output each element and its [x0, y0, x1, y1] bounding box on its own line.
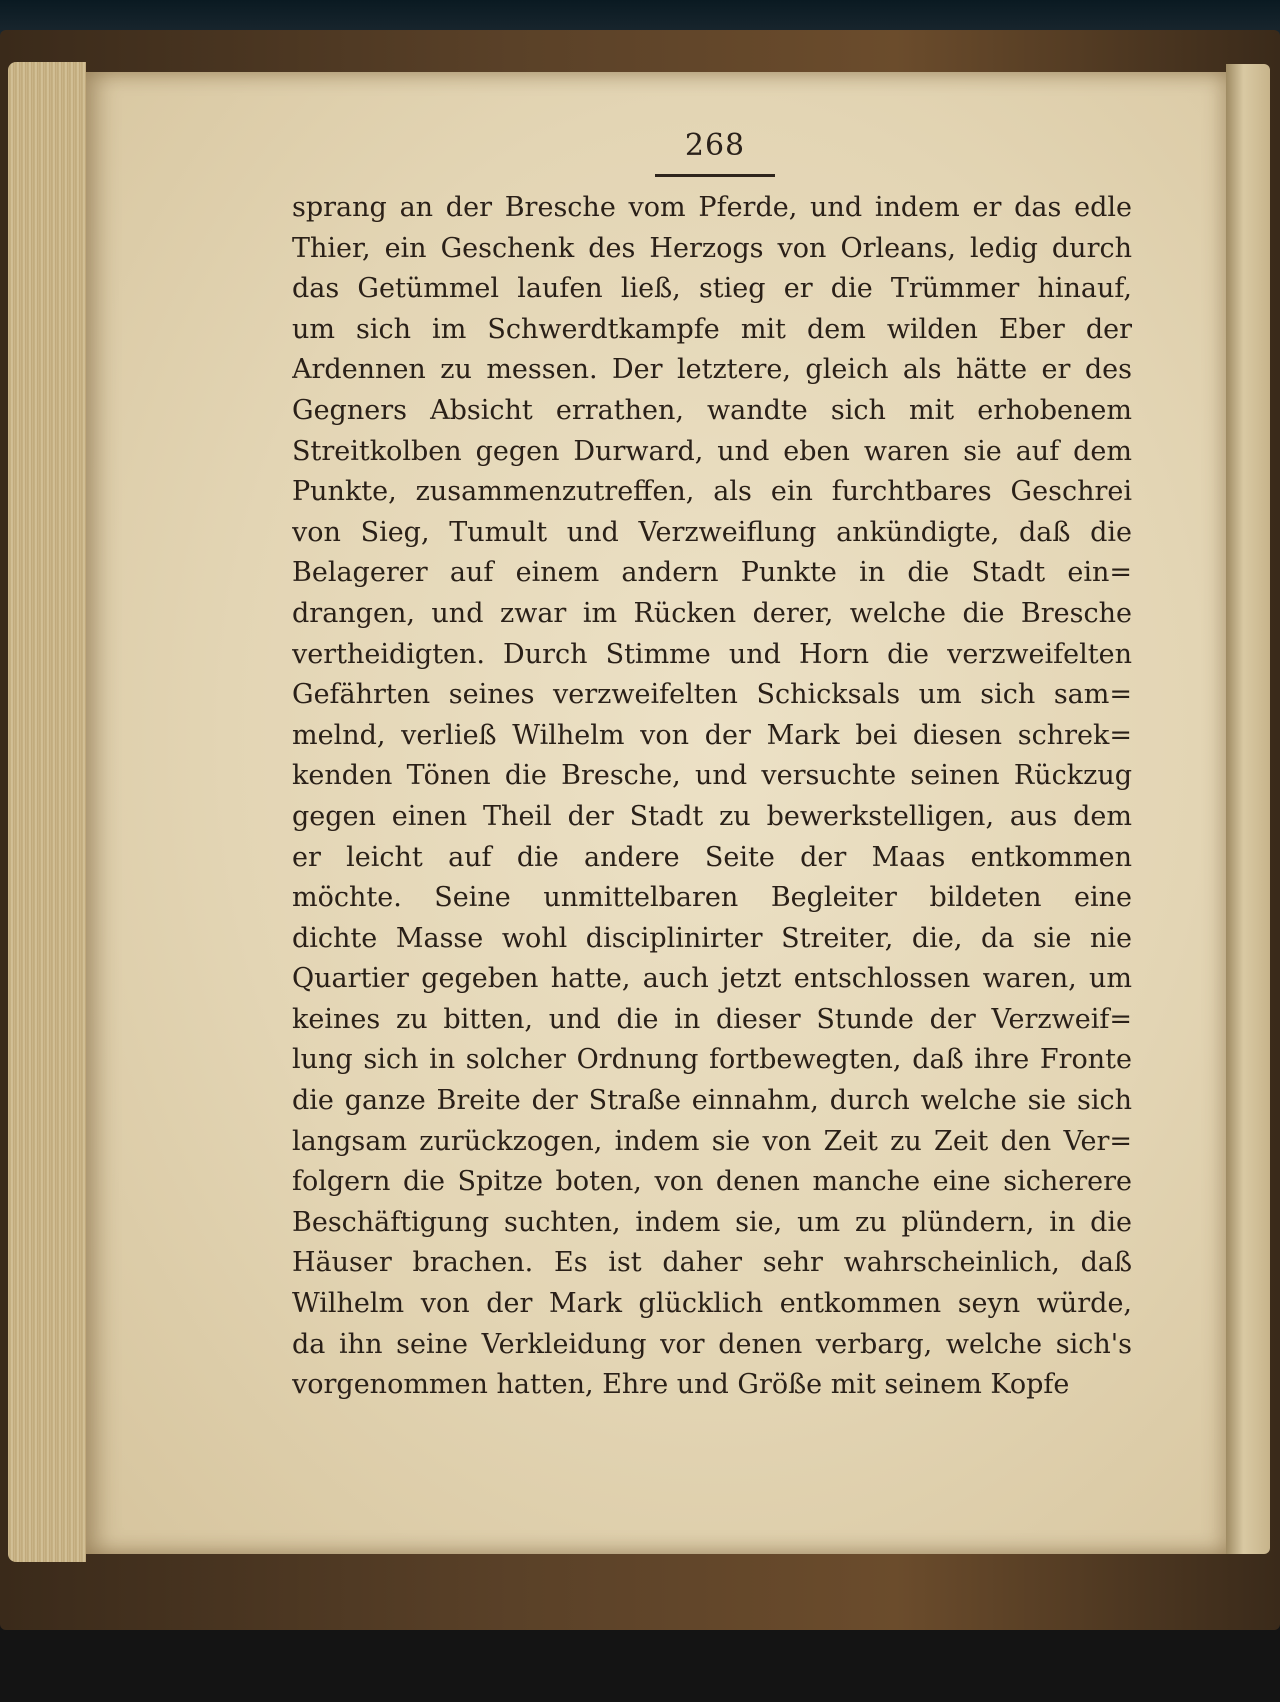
text-line: langsam zurückzogen, indem sie von Zeit zu Zeit den Ver=: [292, 1125, 1132, 1157]
text-line: Häuser brachen. Es ist daher sehr wahrscheinlich, daß: [292, 1247, 1132, 1279]
facing-page-edge: [1226, 64, 1270, 1554]
text-line: folgern die Spitze boten, von denen manche eine sicherere: [292, 1166, 1132, 1198]
body-text: [292, 188, 1132, 1406]
text-line: drangen, und zwar im Rücken derer, welche die Bresche: [292, 597, 1132, 629]
text-line: dichte Masse wohl disciplinirter Streiter, die, da sie nie: [292, 922, 1132, 954]
text-line: vertheidigten. Durch Stimme und Horn die verzweifelten: [292, 638, 1132, 670]
text-line: Punkte, zusammenzutreffen, als ein furchtbares Geschrei: [292, 476, 1132, 508]
text-line: lung sich in solcher Ordnung fortbewegten, daß ihre Fronte: [292, 1044, 1132, 1076]
text-line: Streitkolben gegen Durward, und eben waren sie auf dem: [292, 435, 1132, 467]
text-line: Beschäftigung suchten, indem sie, um zu plündern, in die: [292, 1206, 1132, 1238]
text-line: er leicht auf die andere Seite der Maas entkommen: [292, 841, 1132, 873]
text-line: gegen einen Theil der Stadt zu bewerkstelligen, aus dem: [292, 800, 1132, 832]
page-number: 268: [684, 128, 746, 163]
text-line: vorgenommen hatten, Ehre und Größe mit seinem Kopfe: [292, 1369, 1070, 1401]
text-line: keines zu bitten, und die in dieser Stunde der Verzweif=: [292, 1003, 1132, 1035]
text-line: kenden Tönen die Bresche, und versuchte seinen Rückzug: [292, 760, 1132, 792]
page-number-rule: [655, 174, 775, 177]
text-line: da ihn seine Verkleidung vor denen verbarg, welche sich's: [292, 1328, 1132, 1360]
text-line: um sich im Schwerdtkampfe mit dem wilden Eber der: [292, 313, 1132, 345]
text-line: Wilhelm von der Mark glücklich entkommen seyn würde,: [292, 1288, 1132, 1320]
text-line: die ganze Breite der Straße einnahm, durch welche sie sich: [292, 1085, 1132, 1117]
page-edges: [8, 62, 86, 1562]
text-line: Gegners Absicht errathen, wandte sich mit erhobenem: [292, 394, 1132, 426]
text-line: sprang an der Bresche vom Pferde, und indem er das edle: [292, 192, 1132, 223]
text-line: Ardennen zu messen. Der letztere, gleich als hätte er des: [292, 354, 1132, 386]
text-line: Quartier gegeben hatte, auch jetzt entschlossen waren, um: [292, 963, 1132, 995]
text-line: von Sieg, Tumult und Verzweiflung ankündigte, daß die: [292, 516, 1132, 548]
text-line: Thier, ein Geschenk des Herzogs von Orleans, ledig durch: [292, 232, 1132, 264]
text-line: melnd, verließ Wilhelm von der Mark bei diesen schrek=: [292, 719, 1132, 751]
text-line: das Getümmel laufen ließ, stieg er die Trümmer hinauf,: [292, 273, 1132, 305]
text-line: Belagerer auf einem andern Punkte in die Stadt ein=: [292, 557, 1132, 589]
text-line: Gefährten seines verzweifelten Schicksals um sich sam=: [292, 679, 1132, 711]
text-line: möchte. Seine unmittelbaren Begleiter bildeten eine: [292, 882, 1132, 914]
